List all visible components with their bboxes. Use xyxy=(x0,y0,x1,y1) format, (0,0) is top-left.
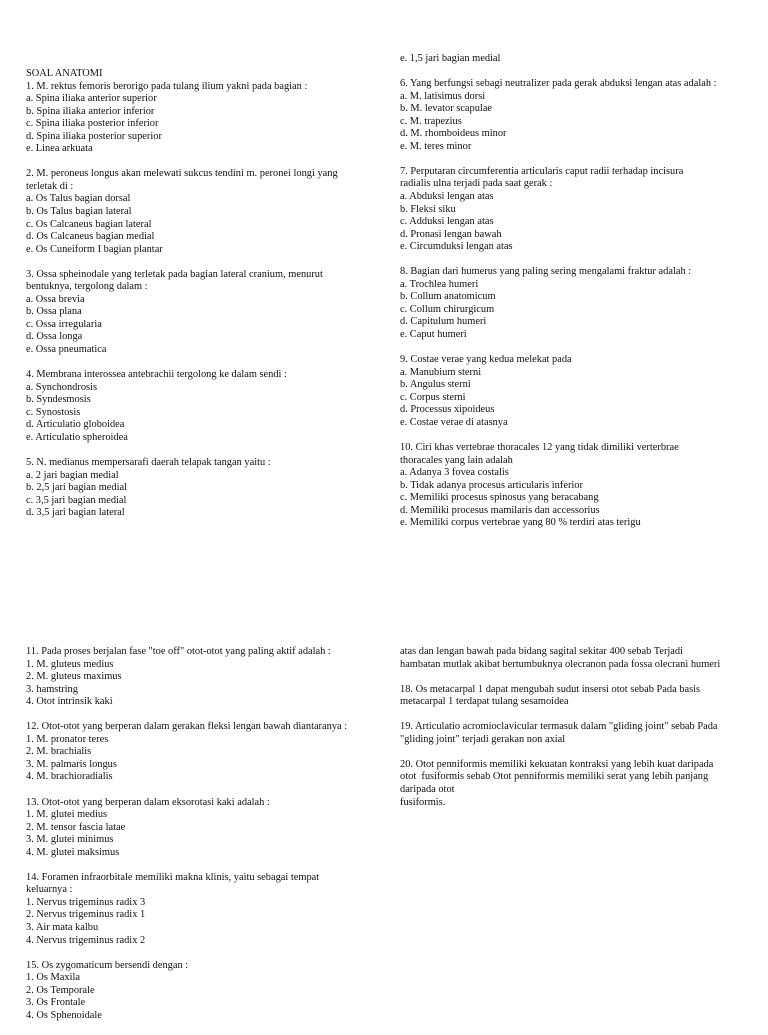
answer-line: b. Spina iliaka anterior inferior xyxy=(26,105,155,117)
question-8 xyxy=(400,266,755,341)
question-17-continued xyxy=(400,646,755,671)
page-title: SOAL ANATOMI xyxy=(26,68,103,79)
answer-line: b. Collum anatomicum xyxy=(400,291,496,303)
answer-line: terletak di : xyxy=(26,180,74,192)
question-14 xyxy=(26,872,376,947)
question-15 xyxy=(26,960,376,1023)
question-line: 4. Membrana interossea antebrachii tergolong ke dalam sendi : xyxy=(26,369,287,381)
answer-line: 2. Nervus trigeminus radix 1 xyxy=(26,909,146,921)
answer-line: "gliding joint" terjadi gerakan non axial xyxy=(400,733,566,745)
question-line: 19. Articulatio acromioclavicular termasuk dalam "gliding joint" sebab Pada xyxy=(400,721,718,733)
answer-line: c. Collum chirurgicum xyxy=(400,303,495,315)
answer-line: e. Os Cuneiform I bagian plantar xyxy=(26,243,163,255)
answer-line: otot fusiformis sebab Otot penniformis memiliki serat yang lebih panjang xyxy=(400,771,709,783)
question-line: 10. Ciri khas vertebrae thoracales 12 yang tidak dimiliki verterbrae xyxy=(400,441,679,453)
answer-line: 3. Os Frontale xyxy=(26,997,86,1009)
question-4 xyxy=(26,369,376,444)
question-line: 5. N. medianus mempersarafi daerah telapak tangan yaitu : xyxy=(26,456,271,468)
answer-line: c. Ossa irregularia xyxy=(26,318,102,330)
answer-line: a. 2 jari bagian medial xyxy=(26,469,119,481)
answer-line: radialis ulna terjadi pada saat gerak : xyxy=(400,178,553,190)
question-10 xyxy=(400,442,755,530)
answer-line: d. Ossa longa xyxy=(26,331,83,343)
answer-line: a. Manubium sterni xyxy=(400,366,482,378)
answer-line: 4. Otot intrinsik kaki xyxy=(26,696,113,708)
answer-line: c. Synostosis xyxy=(26,406,81,418)
question-12 xyxy=(26,721,376,784)
answer-line: thoracales yang lain adalah xyxy=(400,454,513,466)
answer-line: 3. M. palmaris longus xyxy=(26,758,117,770)
answer-line: e. Articulatio spheroidea xyxy=(26,431,128,443)
answer-line: 1. M. glutei medius xyxy=(26,809,108,821)
answer-line: d. 3,5 jari bagian lateral xyxy=(26,507,125,519)
answer-line: a. M. latisimus dorsi xyxy=(400,90,486,102)
answer-line: a. Trochlea humeri xyxy=(400,278,479,290)
answer-line: d. M. rhomboideus minor xyxy=(400,128,507,140)
question-line: atas dan lengan bawah pada bidang sagital sekitar 400 sebab Terjadi xyxy=(400,646,683,657)
answer-line: 1. M. pronator teres xyxy=(26,733,109,745)
question-line: 12. Otot-otot yang berperan dalam gerakan fleksi lengan bawah diantaranya : xyxy=(26,721,348,733)
column-right-top xyxy=(400,53,755,542)
answer-line: 4. M. glutei maksimus xyxy=(26,846,120,858)
answer-line: e. Memiliki corpus vertebrae yang 80 % terdiri atas terigu xyxy=(400,517,641,529)
question-20 xyxy=(400,759,755,809)
answer-line: b. Ossa plana xyxy=(26,306,82,318)
answer-line: 3. Air mata kalbu xyxy=(26,922,99,934)
question-1 xyxy=(26,81,376,156)
answer-line: e. Circumduksi lengan atas xyxy=(400,241,513,253)
answer-line: b. Fleksi siku xyxy=(400,203,456,215)
answer-line: c. 3,5 jari bagian medial xyxy=(26,494,127,506)
answer-line: d. Spina iliaka posterior superior xyxy=(26,130,162,142)
answer-line: e. Costae verae di atasnya xyxy=(400,416,508,428)
answer-line: fusiformis. xyxy=(400,796,446,808)
question-13 xyxy=(26,797,376,860)
question-5 xyxy=(26,457,376,520)
question-11 xyxy=(26,646,376,709)
answer-line: b. Syndesmosis xyxy=(26,394,91,406)
answer-line: d. Memiliki procesus mamilaris dan accessorius xyxy=(400,504,600,516)
answer-line: c. Memiliki procesus spinosus yang beracabang xyxy=(400,492,599,504)
answer-line: d. Processus xipoideus xyxy=(400,404,495,416)
question-3 xyxy=(26,269,376,357)
answer-line: b. M. levator scapulae xyxy=(400,103,493,115)
answer-line: a. Abduksi lengan atas xyxy=(400,191,494,203)
answer-line: a. Adanya 3 fovea costalis xyxy=(400,467,509,479)
answer-line: bentuknya, tergolong dalam : xyxy=(26,281,148,293)
answer-line: 2. M. gluteus maximus xyxy=(26,671,122,683)
answer-line: 4. Nervus trigeminus radix 2 xyxy=(26,934,146,946)
question-18 xyxy=(400,684,755,709)
answer-line: e. Ossa pneumatica xyxy=(26,344,107,356)
answer-line: daripada otot xyxy=(400,784,455,796)
answer-line: 4. M. brachioradialis xyxy=(26,771,113,783)
answer-line: c. M. trapezius xyxy=(400,115,462,127)
answer-line: a. Synchondrosis xyxy=(26,381,97,393)
question-line: 6. Yang berfungsi sebagi neutralizer pada gerak abduksi lengan atas adalah : xyxy=(400,78,717,90)
column-left-top xyxy=(26,68,376,532)
question-9 xyxy=(400,354,755,429)
question-line: 3. Ossa spheinodale yang terletak pada bagian lateral cranium, menurut xyxy=(26,268,323,280)
answer-line: b. 2,5 jari bagian medial xyxy=(26,482,127,494)
column-left-bottom xyxy=(26,646,376,1035)
answer-line: a. Ossa brevia xyxy=(26,293,85,305)
question-line: 20. Otot penniformis memiliki kekuatan kontraksi yang lebih kuat daripada xyxy=(400,758,714,770)
question-line: e. 1,5 jari bagian medial xyxy=(400,53,501,64)
answer-line: hambatan mutlak akibat bertumbuknya olecranon pada fossa olecrani humeri xyxy=(400,658,721,670)
question-line: 11. Pada proses berjalan fase "toe off" otot-otot yang paling aktif adalah : xyxy=(26,646,331,657)
answer-line: e. M. teres minor xyxy=(400,140,472,152)
answer-line: c. Os Calcaneus bagian lateral xyxy=(26,218,152,230)
answer-line: 1. M. gluteus medius xyxy=(26,658,114,670)
answer-line: e. Linea arkuata xyxy=(26,143,93,155)
question-line: 8. Bagian dari humerus yang paling sering mengalami fraktur adalah : xyxy=(400,266,692,278)
question-line: 7. Perputaran circumferentia articularis caput radii terhadap incisura xyxy=(400,165,684,177)
answer-line: b. Tidak adanya procesus articularis inferior xyxy=(400,479,583,491)
answer-line: d. Pronasi lengan bawah xyxy=(400,228,502,240)
answer-line: a. Os Talus bagian dorsal xyxy=(26,193,131,205)
answer-line: d. Os Calcaneus bagian medial xyxy=(26,231,155,243)
question-2 xyxy=(26,168,376,256)
answer-line: c. Spina iliaka posterior inferior xyxy=(26,118,159,130)
question-line: 13. Otot-otot yang berperan dalam eksorotasi kaki adalah : xyxy=(26,796,270,808)
question-line: 15. Os zygomaticum bersendi dengan : xyxy=(26,959,189,971)
question-line: 18. Os metacarpal 1 dapat mengubah sudut insersi otot sebab Pada basis xyxy=(400,683,701,695)
answer-line: 4. Os Sphenoidale xyxy=(26,1009,102,1021)
answer-line: a. Spina iliaka anterior superior xyxy=(26,93,157,105)
answer-line: 2. M. tensor fascia latae xyxy=(26,821,126,833)
question-6 xyxy=(400,78,755,153)
answer-line: d. Capitulum humeri xyxy=(400,316,487,328)
question-7 xyxy=(400,166,755,254)
answer-line: d. Articulatio globoidea xyxy=(26,419,125,431)
answer-line: c. Corpus sterni xyxy=(400,391,466,403)
answer-line: keluarnya : xyxy=(26,884,73,896)
answer-line: 3. hamstring xyxy=(26,683,78,695)
answer-line: 2. M. brachialis xyxy=(26,746,92,758)
answer-line: 3. M. glutei minimus xyxy=(26,834,114,846)
answer-line: e. Caput humeri xyxy=(400,329,467,341)
question-line: 14. Foramen infraorbitale memiliki makna klinis, yaitu sebagai tempat xyxy=(26,871,320,883)
question-5-option-e xyxy=(400,53,755,66)
answer-line: 1. Nervus trigeminus radix 3 xyxy=(26,896,146,908)
question-line: 9. Costae verae yang kedua melekat pada xyxy=(400,354,572,366)
answer-line: b. Angulus sterni xyxy=(400,379,471,391)
column-right-bottom xyxy=(400,646,755,822)
question-line: 2. M. peroneus longus akan melewati sukcus tendini m. peronei longi yang xyxy=(26,168,338,180)
answer-line: 2. Os Temporale xyxy=(26,984,95,996)
answer-line: b. Os Talus bagian lateral xyxy=(26,206,132,218)
answer-line: c. Adduksi lengan atas xyxy=(400,216,494,228)
question-19 xyxy=(400,721,755,746)
question-line: 1. M. rektus femoris berorigo pada tulang ilium yakni pada bagian : xyxy=(26,80,308,92)
answer-line: metacarpal 1 terdapat tulang sesamoidea xyxy=(400,696,569,708)
answer-line: 1. Os Maxila xyxy=(26,972,80,984)
